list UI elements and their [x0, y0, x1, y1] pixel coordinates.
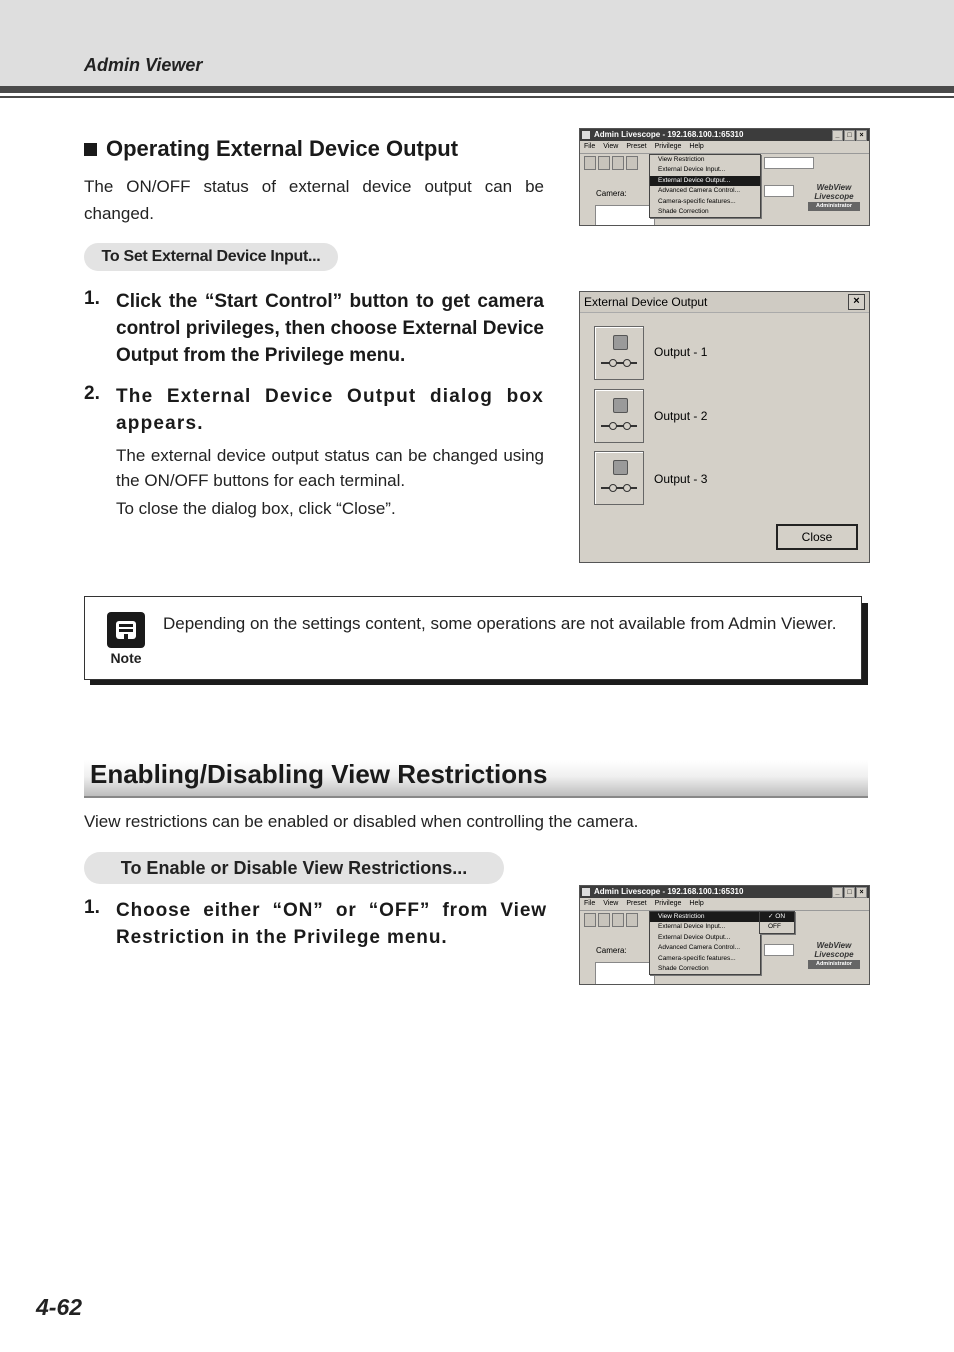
- output-3-toggle[interactable]: [594, 451, 644, 505]
- section-title-text: Operating External Device Output: [106, 136, 459, 161]
- menubar: [580, 898, 869, 911]
- menu-item-view-restriction[interactable]: View Restriction: [658, 156, 705, 163]
- menu-item-camera-features[interactable]: Camera-specific features...: [658, 954, 736, 962]
- switch-icon: [601, 362, 637, 364]
- toolbar-button[interactable]: [626, 913, 638, 927]
- square-bullet-icon: [84, 143, 97, 156]
- section-title-external-output: [84, 136, 458, 162]
- menu-help[interactable]: Help: [689, 900, 704, 907]
- camera-label: Camera:: [596, 946, 627, 955]
- note-box: [84, 596, 862, 680]
- submenu-item-on[interactable]: ✓ ON: [760, 912, 794, 922]
- webview-livescope-logo: WebView Livescope Administrator: [808, 183, 860, 211]
- external-device-output-dialog: [579, 291, 870, 563]
- camera-select[interactable]: [764, 944, 794, 956]
- camera-label: Camera:: [596, 189, 627, 198]
- procedure-pill: To Enable or Disable View Restrictions...: [84, 852, 504, 884]
- header-title: Admin Viewer: [84, 55, 203, 75]
- menu-item-external-input[interactable]: External Device Input...: [658, 923, 726, 931]
- close-icon[interactable]: ×: [848, 294, 865, 310]
- menu-item-view-restriction[interactable]: View Restriction: [650, 912, 760, 922]
- menu-view[interactable]: View: [603, 900, 619, 907]
- output-2-label: Output - 2: [654, 409, 708, 423]
- toolbar-button[interactable]: [584, 156, 596, 170]
- step-detail: The external device output status can be changed using the ON/OFF buttons for each terminal.: [116, 446, 544, 490]
- toolbar-button[interactable]: [612, 156, 624, 170]
- menu-item-camera-features[interactable]: Camera-specific features...: [658, 197, 736, 205]
- webview-livescope-logo: WebView Livescope Administrator: [808, 941, 860, 969]
- preset-select[interactable]: [764, 157, 814, 169]
- view-restriction-submenu: [759, 911, 795, 934]
- menu-preset[interactable]: Preset: [626, 900, 647, 907]
- step-number: 1.: [84, 288, 100, 309]
- menu-item-external-output[interactable]: External Device Output...: [658, 933, 731, 941]
- step-text: The External Device Output dialog box appears.: [116, 386, 544, 434]
- status-led-icon: [613, 460, 628, 475]
- status-led-icon: [613, 335, 628, 350]
- menu-privilege[interactable]: Privilege: [654, 143, 682, 150]
- menu-privilege[interactable]: Privilege: [654, 900, 682, 907]
- section-title-view-restrictions: Enabling/Disabling View Restrictions: [90, 759, 548, 789]
- step-number: 1.: [84, 897, 100, 918]
- toolbar-button[interactable]: [626, 156, 638, 170]
- header-rule-thick: [0, 86, 954, 93]
- toolbar-button[interactable]: [612, 913, 624, 927]
- output-1-label: Output - 1: [654, 345, 708, 359]
- video-area: [595, 205, 655, 226]
- status-led-icon: [613, 398, 628, 413]
- video-area: [595, 962, 655, 985]
- switch-icon: [601, 487, 637, 489]
- window-titlebar: [580, 886, 869, 898]
- privilege-menu: [649, 911, 761, 975]
- section-intro: The ON/OFF status of external device output can be changed.: [84, 177, 544, 223]
- maximize-icon[interactable]: □: [844, 887, 855, 898]
- menu-preset[interactable]: Preset: [626, 143, 647, 150]
- menu-item-shade-correction[interactable]: Shade Correction: [658, 207, 709, 215]
- menu-item-shade-correction[interactable]: Shade Correction: [658, 964, 709, 972]
- menu-file[interactable]: File: [584, 143, 596, 150]
- step-detail-close: To close the dialog box, click “Close”.: [116, 499, 396, 518]
- header-rule-thin: [0, 96, 954, 98]
- procedure-pill: To Set External Device Input...: [84, 243, 338, 271]
- close-icon[interactable]: ×: [856, 887, 867, 898]
- note-label: Note: [110, 650, 142, 666]
- menu-item-advanced-camera[interactable]: Advanced Camera Control...: [658, 187, 741, 195]
- screenshot-privilege-menu: [579, 128, 870, 226]
- minimize-icon[interactable]: _: [832, 887, 843, 898]
- privilege-menu: [649, 154, 761, 218]
- toolbar-button[interactable]: [598, 156, 610, 170]
- close-icon[interactable]: ×: [856, 130, 867, 141]
- camera-select[interactable]: [764, 185, 794, 197]
- menu-help[interactable]: Help: [689, 143, 704, 150]
- menu-item-external-input[interactable]: External Device Input...: [658, 166, 726, 174]
- submenu-item-off[interactable]: OFF: [768, 923, 781, 931]
- page-number: 4-62: [36, 1294, 83, 1320]
- window-titlebar: [580, 129, 869, 141]
- window-title: Admin Livescope - 192.168.100.1:65310: [594, 130, 744, 139]
- output-2-toggle[interactable]: [594, 389, 644, 443]
- step-text: Click the “Start Control” button to get camera control privileges, then choose External Device Output from the Privilege menu.: [116, 291, 544, 366]
- note-pointing-hand-icon: [107, 612, 145, 648]
- menu-item-external-output[interactable]: External Device Output...: [650, 176, 760, 186]
- window-controls: [832, 130, 867, 141]
- menu-file[interactable]: File: [584, 900, 596, 907]
- window-controls: [832, 887, 867, 898]
- dialog-title: External Device Output: [584, 295, 708, 309]
- maximize-icon[interactable]: □: [844, 130, 855, 141]
- section-intro: View restrictions can be enabled or disabled when controlling the camera.: [84, 812, 639, 831]
- toolbar-button[interactable]: [584, 913, 596, 927]
- note-text: Depending on the settings content, some operations are not available from Admin Viewer.: [163, 614, 837, 633]
- app-icon: [582, 888, 590, 896]
- close-button[interactable]: Close: [776, 524, 858, 550]
- menu-item-advanced-camera[interactable]: Advanced Camera Control...: [658, 944, 741, 952]
- output-1-toggle[interactable]: [594, 326, 644, 380]
- menu-view[interactable]: View: [603, 143, 619, 150]
- minimize-icon[interactable]: _: [832, 130, 843, 141]
- switch-icon: [601, 425, 637, 427]
- window-title: Admin Livescope - 192.168.100.1:65310: [594, 887, 744, 896]
- screenshot-view-restriction-menu: [579, 885, 870, 985]
- menubar: [580, 141, 869, 154]
- output-3-label: Output - 3: [654, 472, 708, 486]
- step-number: 2.: [84, 383, 100, 404]
- toolbar-button[interactable]: [598, 913, 610, 927]
- dialog-titlebar: [580, 292, 869, 313]
- step-text: Choose either “ON” or “OFF” from View Restriction in the Privilege menu.: [116, 900, 547, 948]
- app-icon: [582, 131, 590, 139]
